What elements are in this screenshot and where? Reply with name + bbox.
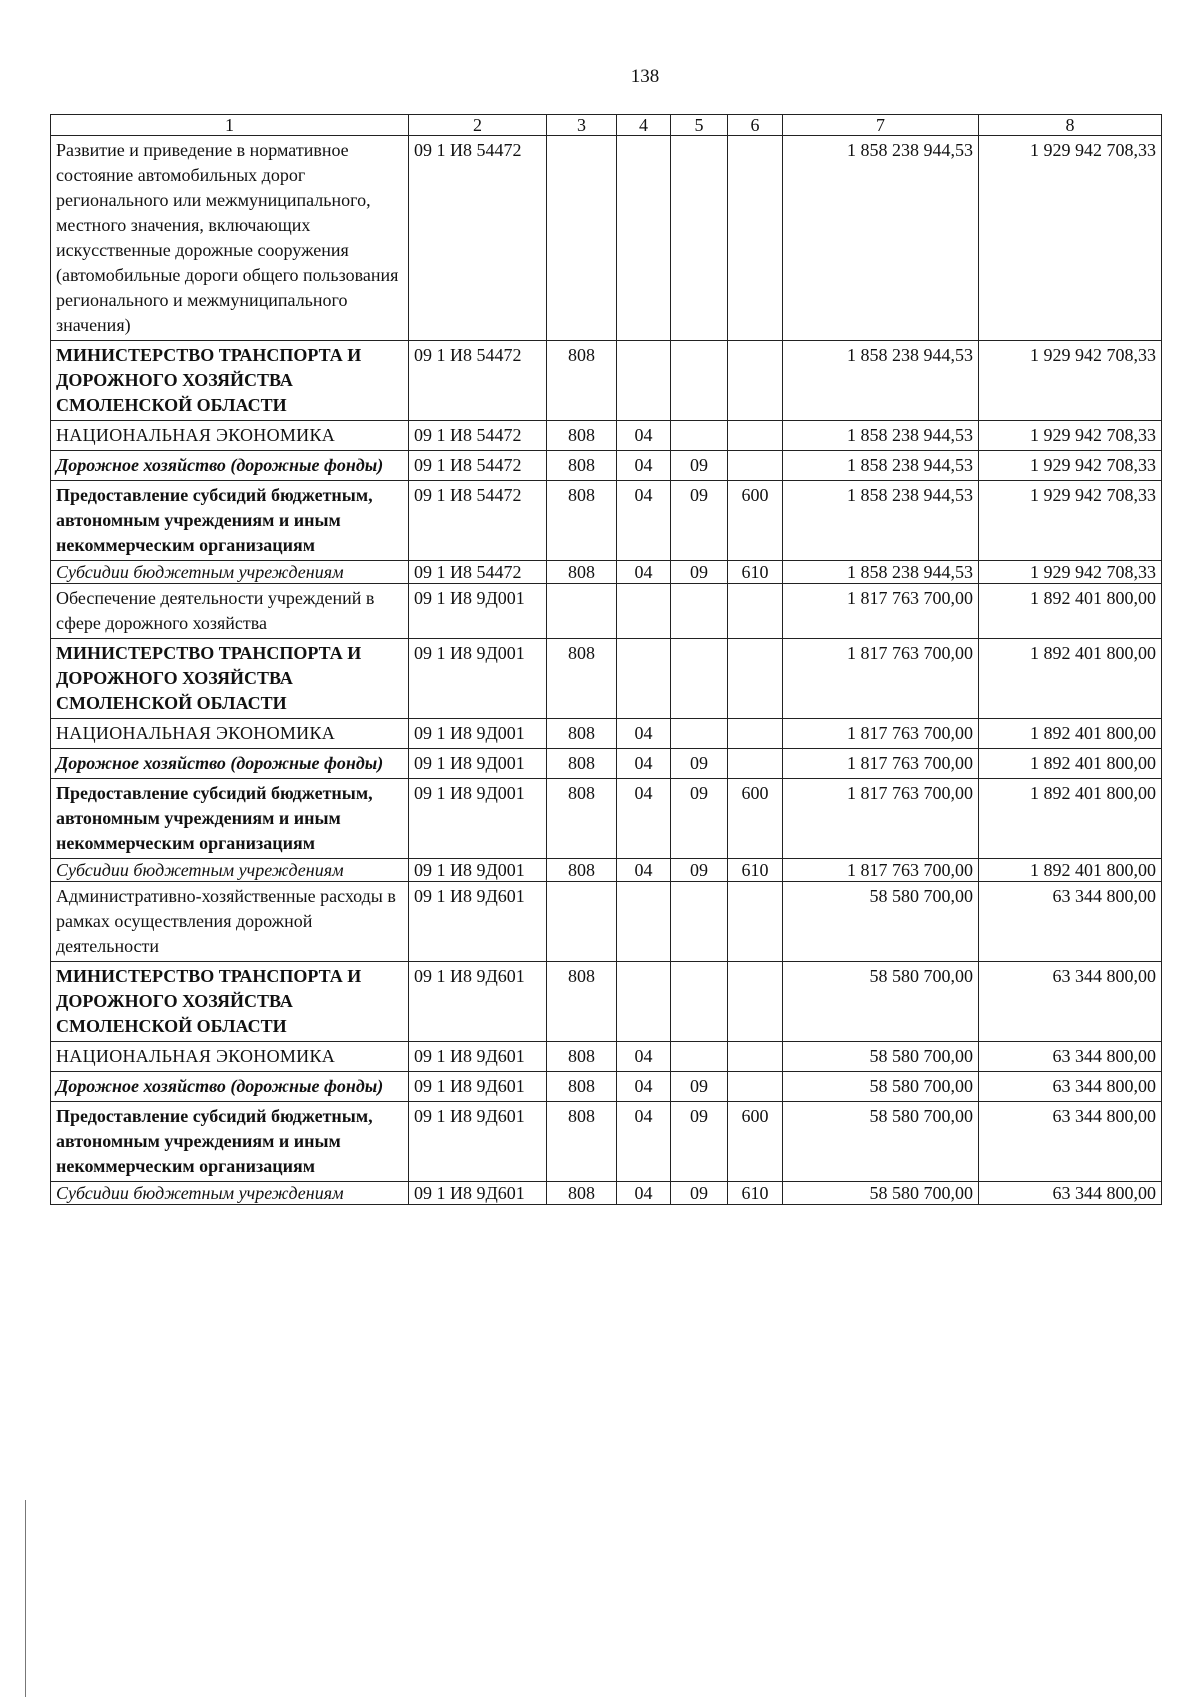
table-row [51, 481, 1162, 561]
ministry-code: 808 [547, 779, 617, 859]
table-row [51, 451, 1162, 481]
table-row [51, 1042, 1162, 1072]
target-article-code: 09 1 И8 9Д001 [409, 779, 547, 859]
row-name: Дорожное хозяйство (дорожные фонды) [51, 451, 409, 481]
subsection-code: 09 [671, 561, 728, 584]
expense-type-code: 600 [728, 481, 783, 561]
row-name: Дорожное хозяйство (дорожные фонды) [51, 749, 409, 779]
amount-year-1: 1 817 763 700,00 [783, 584, 979, 639]
expense-type-code [728, 584, 783, 639]
section-code [617, 882, 671, 962]
ministry-code: 808 [547, 561, 617, 584]
row-name: Административно-хозяйственные расходы в рамках осуществления дорожной деятельности [51, 882, 409, 962]
section-code [617, 136, 671, 341]
amount-year-2: 1 892 401 800,00 [979, 859, 1162, 882]
target-article-code: 09 1 И8 54472 [409, 451, 547, 481]
amount-year-2: 63 344 800,00 [979, 1042, 1162, 1072]
subsection-code [671, 1042, 728, 1072]
column-header: 6 [728, 115, 783, 136]
column-header: 3 [547, 115, 617, 136]
column-header: 4 [617, 115, 671, 136]
table-row [51, 584, 1162, 639]
amount-year-2: 1 892 401 800,00 [979, 749, 1162, 779]
amount-year-2: 1 929 942 708,33 [979, 341, 1162, 421]
target-article-code: 09 1 И8 54472 [409, 421, 547, 451]
row-name: Развитие и приведение в нормативное состояние автомобильных дорог регионального или межмуниципального, местного значения, включающих искусственные дорожные сооружения (автомобильные дороги общего пользования регионального и межмуниципального значения) [51, 136, 409, 341]
section-code: 04 [617, 749, 671, 779]
target-article-code: 09 1 И8 54472 [409, 136, 547, 341]
section-code: 04 [617, 719, 671, 749]
table-row [51, 719, 1162, 749]
target-article-code: 09 1 И8 9Д001 [409, 639, 547, 719]
amount-year-1: 58 580 700,00 [783, 1102, 979, 1182]
ministry-code: 808 [547, 481, 617, 561]
column-header: 8 [979, 115, 1162, 136]
row-name: МИНИСТЕРСТВО ТРАНСПОРТА И ДОРОЖНОГО ХОЗЯЙСТВА СМОЛЕНСКОЙ ОБЛАСТИ [51, 341, 409, 421]
ministry-code: 808 [547, 421, 617, 451]
subsection-code: 09 [671, 749, 728, 779]
expense-type-code: 610 [728, 859, 783, 882]
target-article-code: 09 1 И8 9Д601 [409, 1042, 547, 1072]
subsection-code: 09 [671, 1102, 728, 1182]
row-name: НАЦИОНАЛЬНАЯ ЭКОНОМИКА [51, 719, 409, 749]
subsection-code [671, 639, 728, 719]
subsection-code: 09 [671, 451, 728, 481]
section-code: 04 [617, 1042, 671, 1072]
amount-year-1: 1 817 763 700,00 [783, 779, 979, 859]
expense-type-code [728, 421, 783, 451]
target-article-code: 09 1 И8 9Д001 [409, 859, 547, 882]
subsection-code: 09 [671, 859, 728, 882]
ministry-code: 808 [547, 962, 617, 1042]
row-name: Предоставление субсидий бюджетным, автономным учреждениям и иным некоммерческим организациям [51, 779, 409, 859]
amount-year-2: 1 892 401 800,00 [979, 779, 1162, 859]
table-row [51, 859, 1162, 882]
target-article-code: 09 1 И8 54472 [409, 341, 547, 421]
ministry-code: 808 [547, 341, 617, 421]
expense-type-code [728, 341, 783, 421]
ministry-code: 808 [547, 1072, 617, 1102]
scan-margin-line [25, 1500, 26, 1697]
amount-year-2: 1 929 942 708,33 [979, 561, 1162, 584]
subsection-code: 09 [671, 1072, 728, 1102]
section-code: 04 [617, 561, 671, 584]
amount-year-1: 58 580 700,00 [783, 1182, 979, 1205]
amount-year-1: 1 858 238 944,53 [783, 451, 979, 481]
subsection-code: 09 [671, 481, 728, 561]
amount-year-2: 63 344 800,00 [979, 1182, 1162, 1205]
expense-type-code [728, 639, 783, 719]
amount-year-2: 63 344 800,00 [979, 882, 1162, 962]
amount-year-1: 58 580 700,00 [783, 882, 979, 962]
section-code: 04 [617, 859, 671, 882]
table-row [51, 779, 1162, 859]
column-header: 5 [671, 115, 728, 136]
row-name: НАЦИОНАЛЬНАЯ ЭКОНОМИКА [51, 1042, 409, 1072]
ministry-code [547, 882, 617, 962]
table-row [51, 639, 1162, 719]
table-row [51, 341, 1162, 421]
column-header: 2 [409, 115, 547, 136]
expense-type-code [728, 136, 783, 341]
subsection-code [671, 421, 728, 451]
row-name: Предоставление субсидий бюджетным, автономным учреждениям и иным некоммерческим организациям [51, 481, 409, 561]
amount-year-1: 1 817 763 700,00 [783, 749, 979, 779]
section-code [617, 584, 671, 639]
section-code: 04 [617, 779, 671, 859]
amount-year-2: 1 929 942 708,33 [979, 481, 1162, 561]
amount-year-1: 1 858 238 944,53 [783, 481, 979, 561]
expense-type-code [728, 1042, 783, 1072]
ministry-code: 808 [547, 1102, 617, 1182]
amount-year-1: 1 858 238 944,53 [783, 561, 979, 584]
table-row [51, 1182, 1162, 1205]
expense-type-code [728, 962, 783, 1042]
amount-year-2: 1 892 401 800,00 [979, 719, 1162, 749]
budget-table [50, 114, 1162, 1205]
row-name: Обеспечение деятельности учреждений в сфере дорожного хозяйства [51, 584, 409, 639]
amount-year-2: 63 344 800,00 [979, 1102, 1162, 1182]
column-header: 1 [51, 115, 409, 136]
target-article-code: 09 1 И8 9Д601 [409, 1182, 547, 1205]
ministry-code: 808 [547, 859, 617, 882]
amount-year-1: 58 580 700,00 [783, 1072, 979, 1102]
amount-year-1: 1 817 763 700,00 [783, 639, 979, 719]
expense-type-code [728, 1072, 783, 1102]
amount-year-2: 63 344 800,00 [979, 1072, 1162, 1102]
row-name: Субсидии бюджетным учреждениям [51, 859, 409, 882]
amount-year-1: 1 817 763 700,00 [783, 719, 979, 749]
row-name: Предоставление субсидий бюджетным, автономным учреждениям и иным некоммерческим организациям [51, 1102, 409, 1182]
row-name: Субсидии бюджетным учреждениям [51, 561, 409, 584]
header-row [51, 115, 1162, 136]
section-code: 04 [617, 481, 671, 561]
target-article-code: 09 1 И8 9Д601 [409, 882, 547, 962]
target-article-code: 09 1 И8 9Д601 [409, 1072, 547, 1102]
subsection-code [671, 719, 728, 749]
column-header: 7 [783, 115, 979, 136]
section-code [617, 962, 671, 1042]
subsection-code [671, 584, 728, 639]
expense-type-code: 610 [728, 1182, 783, 1205]
table-row [51, 561, 1162, 584]
section-code [617, 341, 671, 421]
page-number: 138 [630, 66, 660, 87]
section-code [617, 639, 671, 719]
amount-year-1: 1 858 238 944,53 [783, 341, 979, 421]
ministry-code: 808 [547, 719, 617, 749]
table-row [51, 1102, 1162, 1182]
amount-year-2: 63 344 800,00 [979, 962, 1162, 1042]
expense-type-code [728, 719, 783, 749]
amount-year-1: 58 580 700,00 [783, 962, 979, 1042]
subsection-code [671, 962, 728, 1042]
subsection-code: 09 [671, 779, 728, 859]
expense-type-code [728, 451, 783, 481]
row-name: МИНИСТЕРСТВО ТРАНСПОРТА И ДОРОЖНОГО ХОЗЯЙСТВА СМОЛЕНСКОЙ ОБЛАСТИ [51, 639, 409, 719]
ministry-code [547, 584, 617, 639]
table-row [51, 136, 1162, 341]
table-row [51, 962, 1162, 1042]
amount-year-1: 1 858 238 944,53 [783, 421, 979, 451]
expense-type-code: 600 [728, 779, 783, 859]
amount-year-2: 1 929 942 708,33 [979, 136, 1162, 341]
ministry-code: 808 [547, 749, 617, 779]
section-code: 04 [617, 451, 671, 481]
amount-year-1: 1 817 763 700,00 [783, 859, 979, 882]
section-code: 04 [617, 421, 671, 451]
target-article-code: 09 1 И8 9Д001 [409, 584, 547, 639]
section-code: 04 [617, 1072, 671, 1102]
expense-type-code [728, 749, 783, 779]
row-name: Дорожное хозяйство (дорожные фонды) [51, 1072, 409, 1102]
ministry-code: 808 [547, 639, 617, 719]
table-row [51, 882, 1162, 962]
expense-type-code: 610 [728, 561, 783, 584]
target-article-code: 09 1 И8 9Д001 [409, 749, 547, 779]
target-article-code: 09 1 И8 54472 [409, 481, 547, 561]
row-name: НАЦИОНАЛЬНАЯ ЭКОНОМИКА [51, 421, 409, 451]
ministry-code: 808 [547, 451, 617, 481]
row-name: Субсидии бюджетным учреждениям [51, 1182, 409, 1205]
expense-type-code: 600 [728, 1102, 783, 1182]
amount-year-2: 1 892 401 800,00 [979, 584, 1162, 639]
subsection-code: 09 [671, 1182, 728, 1205]
amount-year-2: 1 929 942 708,33 [979, 421, 1162, 451]
table-row [51, 1072, 1162, 1102]
section-code: 04 [617, 1182, 671, 1205]
ministry-code [547, 136, 617, 341]
expense-type-code [728, 882, 783, 962]
ministry-code: 808 [547, 1042, 617, 1072]
target-article-code: 09 1 И8 9Д001 [409, 719, 547, 749]
ministry-code: 808 [547, 1182, 617, 1205]
amount-year-1: 58 580 700,00 [783, 1042, 979, 1072]
table-row [51, 421, 1162, 451]
target-article-code: 09 1 И8 54472 [409, 561, 547, 584]
table-row [51, 749, 1162, 779]
target-article-code: 09 1 И8 9Д601 [409, 1102, 547, 1182]
subsection-code [671, 341, 728, 421]
row-name: МИНИСТЕРСТВО ТРАНСПОРТА И ДОРОЖНОГО ХОЗЯЙСТВА СМОЛЕНСКОЙ ОБЛАСТИ [51, 962, 409, 1042]
amount-year-2: 1 929 942 708,33 [979, 451, 1162, 481]
amount-year-2: 1 892 401 800,00 [979, 639, 1162, 719]
subsection-code [671, 136, 728, 341]
section-code: 04 [617, 1102, 671, 1182]
target-article-code: 09 1 И8 9Д601 [409, 962, 547, 1042]
subsection-code [671, 882, 728, 962]
amount-year-1: 1 858 238 944,53 [783, 136, 979, 341]
